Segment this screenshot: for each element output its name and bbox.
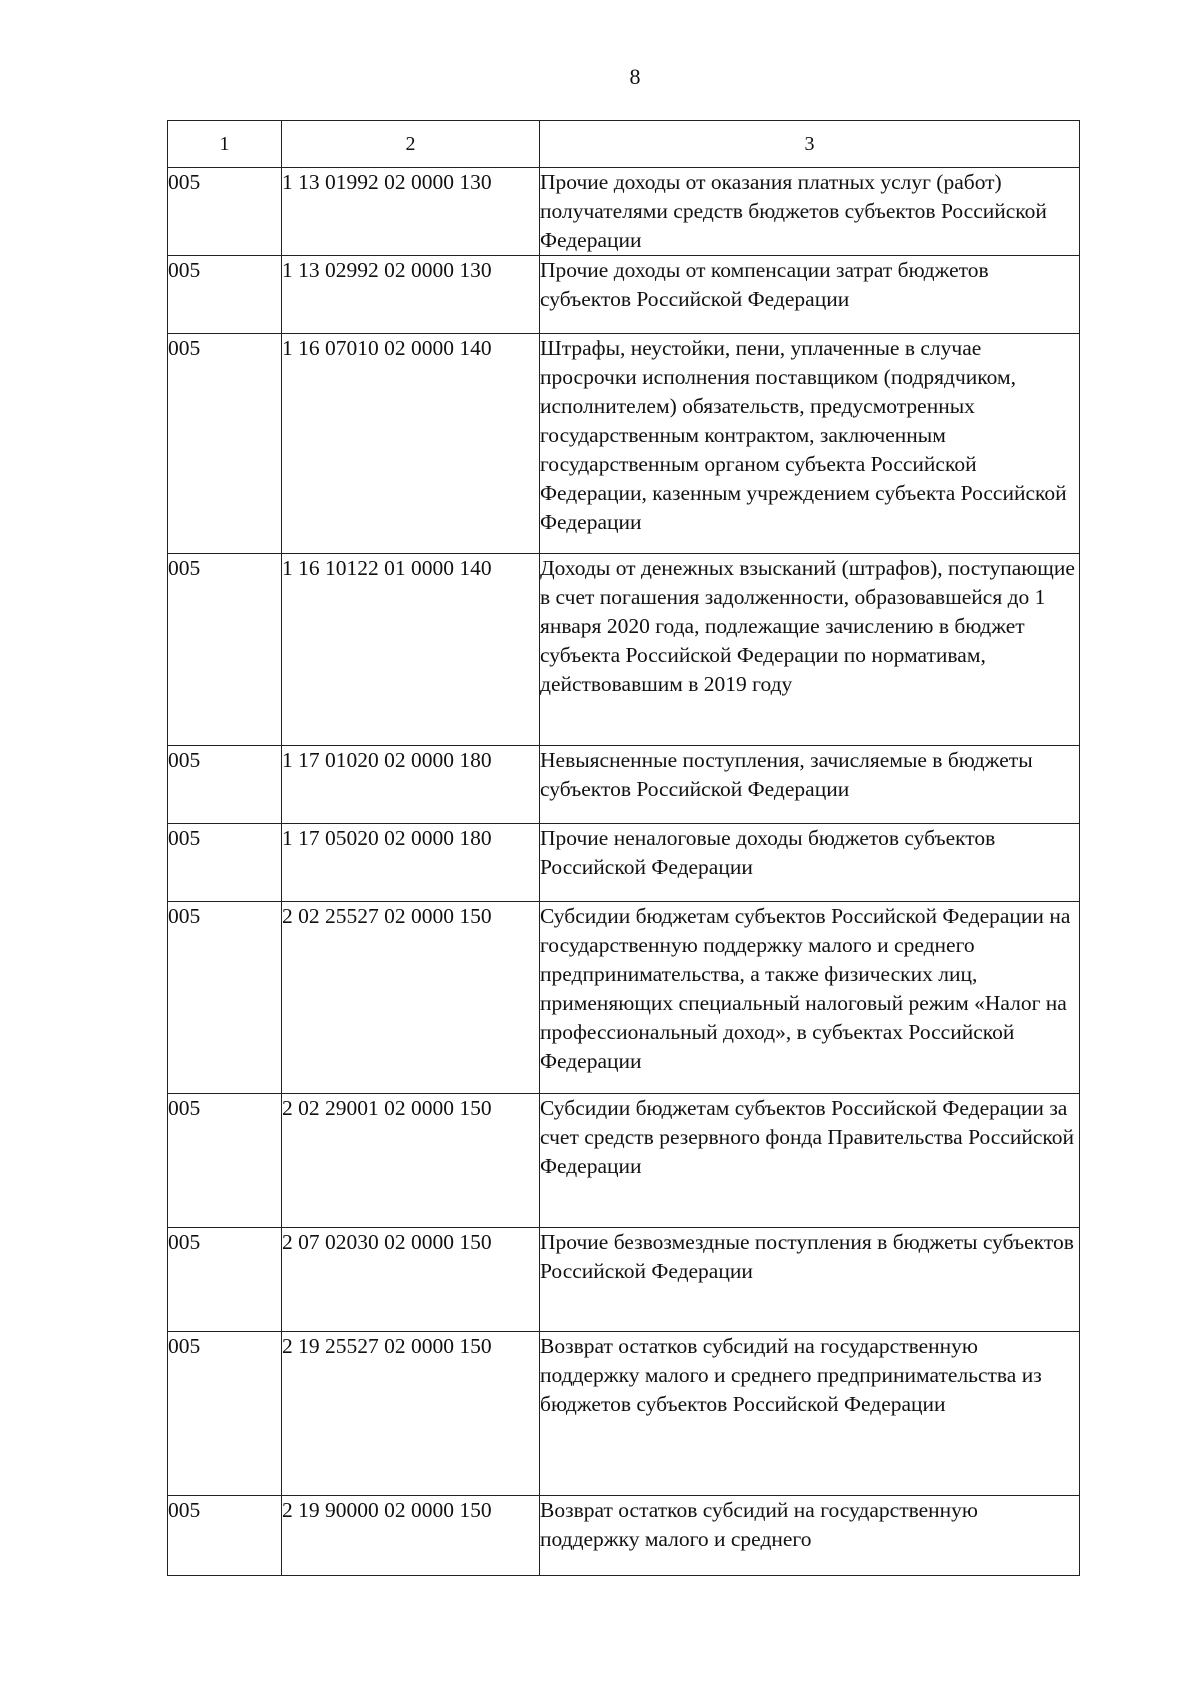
budget-code-cell: 2 19 90000 02 0000 150 <box>282 1496 540 1576</box>
column-header-1: 1 <box>168 121 282 168</box>
table-row <box>168 1228 1080 1332</box>
revenue-name-cell: Прочие доходы от компенсации затрат бюджетов субъектов Российской Федерации <box>540 256 1080 334</box>
table-row <box>168 334 1080 554</box>
budget-code-cell: 2 02 29001 02 0000 150 <box>282 1094 540 1228</box>
revenue-name-cell: Доходы от денежных взысканий (штрафов), поступающие в счет погашения задолженности, образовавшейся до 1 января 2020 года, подлежащие зачислению в бюджет субъекта Российской Федерации по нормативам, действовавшим в 2019 году <box>540 554 1080 746</box>
column-header-2: 2 <box>282 121 540 168</box>
budget-code-cell: 1 16 07010 02 0000 140 <box>282 334 540 554</box>
table-header-row <box>168 121 1080 168</box>
admin-code-cell: 005 <box>168 1094 282 1228</box>
revenue-name-cell: Субсидии бюджетам субъектов Российской Федерации за счет средств резервного фонда Правительства Российской Федерации <box>540 1094 1080 1228</box>
revenue-name-cell: Возврат остатков субсидий на государственную поддержку малого и среднего <box>540 1496 1080 1576</box>
admin-code-cell: 005 <box>168 334 282 554</box>
column-header-3: 3 <box>540 121 1080 168</box>
table-row <box>168 554 1080 746</box>
budget-code-cell: 1 16 10122 01 0000 140 <box>282 554 540 746</box>
page-number: 8 <box>629 64 641 89</box>
admin-code-cell: 005 <box>168 824 282 902</box>
revenue-name-cell: Штрафы, неустойки, пени, уплаченные в случае просрочки исполнения поставщиком (подрядчиком, исполнителем) обязательств, предусмотренных государственным контрактом, заключенным государственным органом субъекта Российской Федерации, казенным учреждением субъекта Российской Федерации <box>540 334 1080 554</box>
admin-code-cell: 005 <box>168 1496 282 1576</box>
budget-code-cell: 2 02 25527 02 0000 150 <box>282 902 540 1094</box>
revenue-name-cell: Прочие безвозмездные поступления в бюджеты субъектов Российской Федерации <box>540 1228 1080 1332</box>
table-body <box>168 168 1080 1576</box>
revenue-name-cell: Прочие доходы от оказания платных услуг (работ) получателями средств бюджетов субъектов Российской Федерации <box>540 168 1080 256</box>
budget-code-cell: 1 13 02992 02 0000 130 <box>282 256 540 334</box>
table-row <box>168 824 1080 902</box>
revenue-name-cell: Невыясненные поступления, зачисляемые в бюджеты субъектов Российской Федерации <box>540 746 1080 824</box>
table-row <box>168 168 1080 256</box>
revenue-codes-table <box>167 120 1080 1576</box>
budget-code-cell: 2 19 25527 02 0000 150 <box>282 1332 540 1496</box>
budget-code-cell: 1 17 05020 02 0000 180 <box>282 824 540 902</box>
admin-code-cell: 005 <box>168 1228 282 1332</box>
revenue-name-cell: Возврат остатков субсидий на государственную поддержку малого и среднего предпринимательства из бюджетов субъектов Российской Федерации <box>540 1332 1080 1496</box>
revenue-name-cell: Прочие неналоговые доходы бюджетов субъектов Российской Федерации <box>540 824 1080 902</box>
table-row <box>168 1332 1080 1496</box>
admin-code-cell: 005 <box>168 1332 282 1496</box>
revenue-name-cell: Субсидии бюджетам субъектов Российской Федерации на государственную поддержку малого и среднего предпринимательства, а также физических лиц, применяющих специальный налоговый режим «Налог на профессиональный доход», в субъектах Российской Федерации <box>540 902 1080 1094</box>
budget-code-cell: 1 13 01992 02 0000 130 <box>282 168 540 256</box>
table-row <box>168 902 1080 1094</box>
table-row <box>168 746 1080 824</box>
admin-code-cell: 005 <box>168 554 282 746</box>
admin-code-cell: 005 <box>168 746 282 824</box>
admin-code-cell: 005 <box>168 256 282 334</box>
admin-code-cell: 005 <box>168 902 282 1094</box>
budget-code-cell: 1 17 01020 02 0000 180 <box>282 746 540 824</box>
table-row <box>168 1094 1080 1228</box>
table-row <box>168 256 1080 334</box>
admin-code-cell: 005 <box>168 168 282 256</box>
budget-code-cell: 2 07 02030 02 0000 150 <box>282 1228 540 1332</box>
table-row <box>168 1496 1080 1576</box>
